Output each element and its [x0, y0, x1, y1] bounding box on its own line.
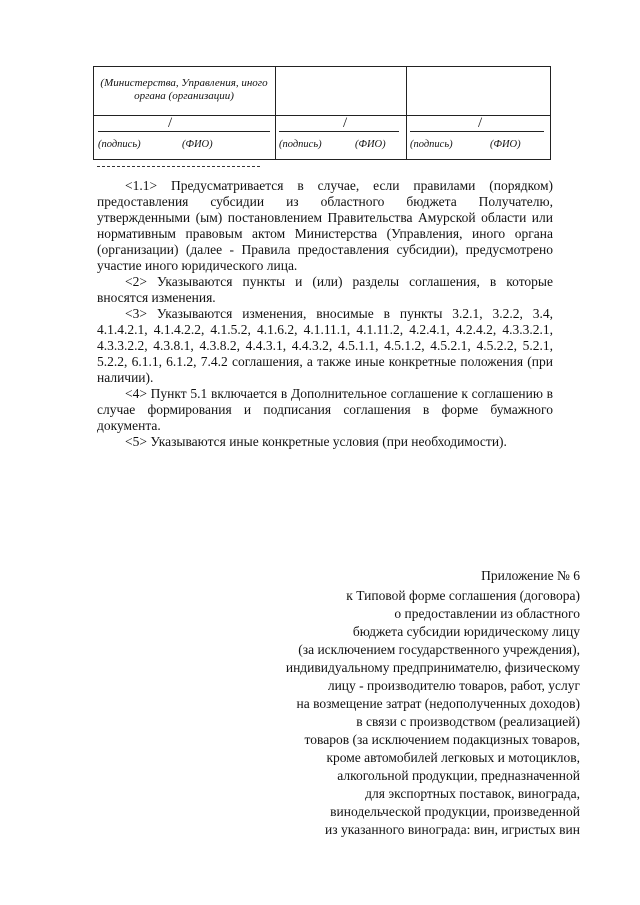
appendix-line: из указанного винограда: вин, игристых вин — [325, 822, 580, 837]
signature-cell — [98, 115, 272, 159]
name-label: (ФИО) — [355, 139, 386, 150]
appendix-line: к Типовой форме соглашения (договора) — [346, 588, 580, 603]
appendix-title: Приложение № 6 — [481, 568, 580, 583]
footnote-separator — [97, 166, 260, 167]
appendix-line: винодельческой продукции, произведенной — [330, 804, 580, 819]
appendix-line: лицу - производителю товаров, работ, услуг — [327, 678, 580, 693]
signature-table — [93, 66, 551, 160]
appendix-line: товаров (за исключением подакцизных товаров, — [304, 732, 580, 747]
signature-line — [279, 131, 399, 132]
footnote: <4> Пункт 5.1 включается в Дополнительное соглашение к соглашению в случае формирования и подписания соглашения в форме бумажного документа. — [97, 386, 553, 433]
footnote: <3> Указываются изменения, вносимые в пункты 3.2.1, 3.2.2, 3.4, 4.1.4.2.1, 4.1.4.2.2, 4.1.5.2, 4.1.6.2, 4.1.11.1, 4.1.11.2, 4.2.4.1, 4.2.4.2, 4.3.3.2.1, 4.3.3.2.2, 4.3.8.1, 4.3.8.2, 4.4.3.1, 4.4.3.2, 4.5.1.1, 4.5.1.2, 4.5.2.1, 4.5.2.2, 5.2.1, 5.2.2, 6.1.1, 6.1.2, 7.4.2 соглашения, а также иные конкретные положения (при наличии). — [97, 306, 553, 385]
table-divider — [275, 67, 276, 159]
appendix-line: в связи с производством (реализацией) — [356, 714, 580, 729]
footnotes — [97, 178, 553, 450]
appendix-line: алкогольной продукции, предназначенной — [337, 768, 580, 783]
appendix-line: кроме автомобилей легковых и мотоциклов, — [326, 750, 580, 765]
appendix-line: для экспортных поставок, винограда, — [365, 786, 580, 801]
slash-mark: / — [343, 115, 348, 131]
slash-mark: / — [168, 115, 173, 131]
appendix-line: бюджета субсидии юридическому лицу — [352, 624, 580, 639]
footnote: <5> Указываются иные конкретные условия (при необходимости). — [125, 434, 507, 449]
appendix-line: о предоставлении из областного — [394, 606, 580, 621]
signature-line — [98, 131, 270, 132]
footnote: <1.1> Предусматривается в случае, если правилами (порядком) предоставления субсидии из областного бюджета Получателю, утвержденными (ым) постановлением Правительства Амурской области или нормативным правовым актом Министерства (Управления, иного органа (организации) (далее - Правила предоставления субсидии), предусмотрено участие иного юридического лица. — [97, 178, 553, 273]
name-label: (ФИО) — [490, 139, 521, 150]
sign-label: (подпись) — [410, 139, 453, 150]
table-divider — [406, 67, 407, 159]
signature-cell — [279, 115, 403, 159]
signature-cell — [410, 115, 548, 159]
sign-label: (подпись) — [279, 139, 322, 150]
slash-mark: / — [478, 115, 483, 131]
appendix-line: на возмещение затрат (недополученных доходов) — [296, 696, 580, 711]
name-label: (ФИО) — [182, 139, 213, 150]
appendix-line: индивидуальному предпринимателю, физическому — [285, 660, 580, 675]
appendix-header — [250, 567, 580, 839]
footnote: <2> Указываются пункты и (или) разделы соглашения, в которые вносятся изменения. — [97, 274, 553, 305]
org-label: (Министерства, Управления, иного органа (организации) — [100, 77, 268, 102]
appendix-line: (за исключением государственного учреждения), — [298, 642, 580, 657]
signature-line — [410, 131, 544, 132]
sign-label: (подпись) — [98, 139, 141, 150]
